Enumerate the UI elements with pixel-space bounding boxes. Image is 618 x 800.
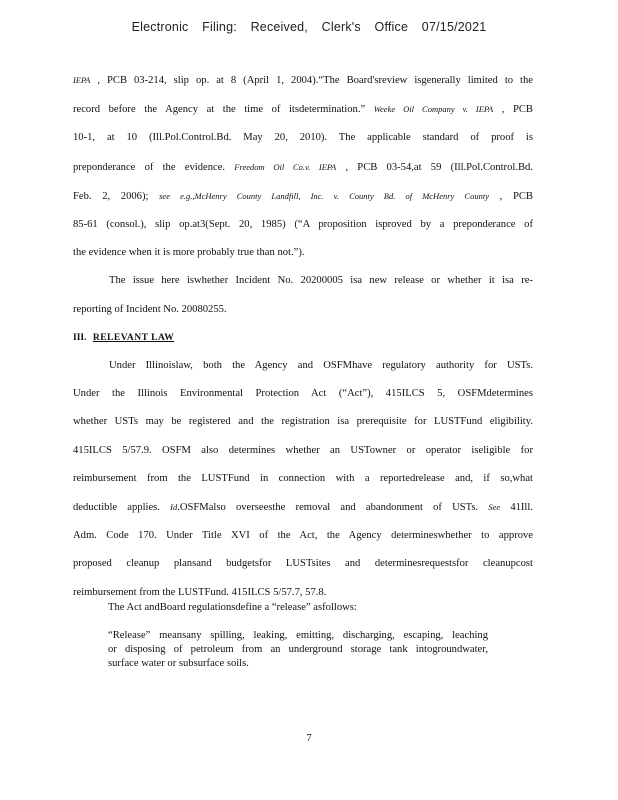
text-line: IEPA , PCB 03-214, slip op. at 8 (April 1, 2004).“The Board'sreview isgenerally limited to the — [73, 75, 534, 86]
case-citation: IEPA — [73, 75, 91, 85]
id-citation: Id — [170, 502, 178, 513]
section-heading-title: RELEVANT LAW — [92, 332, 175, 343]
text-line: record before the Agency at the time of itsdetermination.” Weeke Oil Company v. IEPA , PCB — [73, 104, 533, 116]
text-line: 415ILCS 5/57.9. OSFM also determines whether an USTowner or operator iseligible for — [73, 444, 533, 456]
quote-line: “Release” meansany spilling, leaking, emitting, discharging, escaping, leaching — [108, 630, 488, 641]
see-signal: See — [488, 502, 501, 513]
text-line: 10-1, at 10 (Ill.Pol.Control.Bd. May 20, 2010). The applicable standard of proof is — [73, 132, 533, 144]
case-citation: see e.g.,McHenry County Landfill, Inc. v. County Bd. of McHenry County — [159, 190, 489, 201]
text-line: deductible applies. Id.OSFMalso overseesthe removal and abandonment of USTs. See 41Ill. — [73, 502, 533, 514]
definition-intro: The Act andBoard regulationsdefine a “release” asfollows: — [108, 602, 357, 613]
body-paragraph-standard-of-review — [73, 66, 533, 607]
case-citation: Weeke Oil Company v. IEPA — [373, 104, 494, 115]
text-line: Feb. 2, 2006); see e.g.,McHenry County Landfill, Inc. v. County Bd. of McHenry County , PCB — [73, 190, 533, 202]
text-line: preponderance of the evidence. Freedom Oil Co.v. IEPA , PCB 03-54,at 59 (Ill.Pol.Control.Bd. — [73, 161, 533, 173]
text-line: reporting of Incident No. 20080255. — [73, 303, 227, 315]
filing-stamp-header: Electronic Filing: Received, Clerk's Office 07/15/2021 — [131, 20, 487, 34]
text-line: reimbursement from the LUSTFund in connection with a reportedrelease and, if so,what — [73, 472, 533, 484]
text-line: reimbursement from the LUSTFund. 415ILCS 5/57.7, 57.8. — [73, 586, 327, 598]
block-quote-release-definition — [108, 629, 488, 671]
text-line: 85-61 (consol.), slip op.at3(Sept. 20, 1985) (“A proposition isproved by a preponderance of — [73, 219, 533, 231]
text-line: Adm. Code 170. Under Title XVI of the Act, the Agency determineswhether to approve — [73, 530, 533, 542]
text-line: proposed cleanup plansand budgetsfor LUSTsites and determinesrequestsfor cleanupcost — [73, 558, 533, 570]
case-citation: Freedom Oil Co.v. IEPA — [234, 161, 337, 172]
text-line: Under Illinoislaw, both the Agency and OSFMhave regulatory authority for USTs. — [109, 360, 533, 372]
quote-line: or disposing of petroleum from an underground storage tank intogroundwater, — [108, 644, 488, 655]
text-line: whether USTs may be registered and the registration isa prerequisite for LUSTFund eligibility. — [73, 416, 533, 428]
quote-line: surface water or subsurface soils. — [108, 658, 249, 669]
page-number: 7 — [306, 733, 312, 744]
text-line: The issue here iswhether Incident No. 20200005 isa new release or whether it isa re- — [109, 275, 533, 287]
text-line: Under the Illinois Environmental Protection Act (“Act”), 415ILCS 5, OSFMdetermines — [73, 388, 533, 400]
section-heading: III. RELEVANT LAW — [73, 332, 175, 343]
text-line: the evidence when it is more probably true than not.”). — [73, 247, 305, 259]
